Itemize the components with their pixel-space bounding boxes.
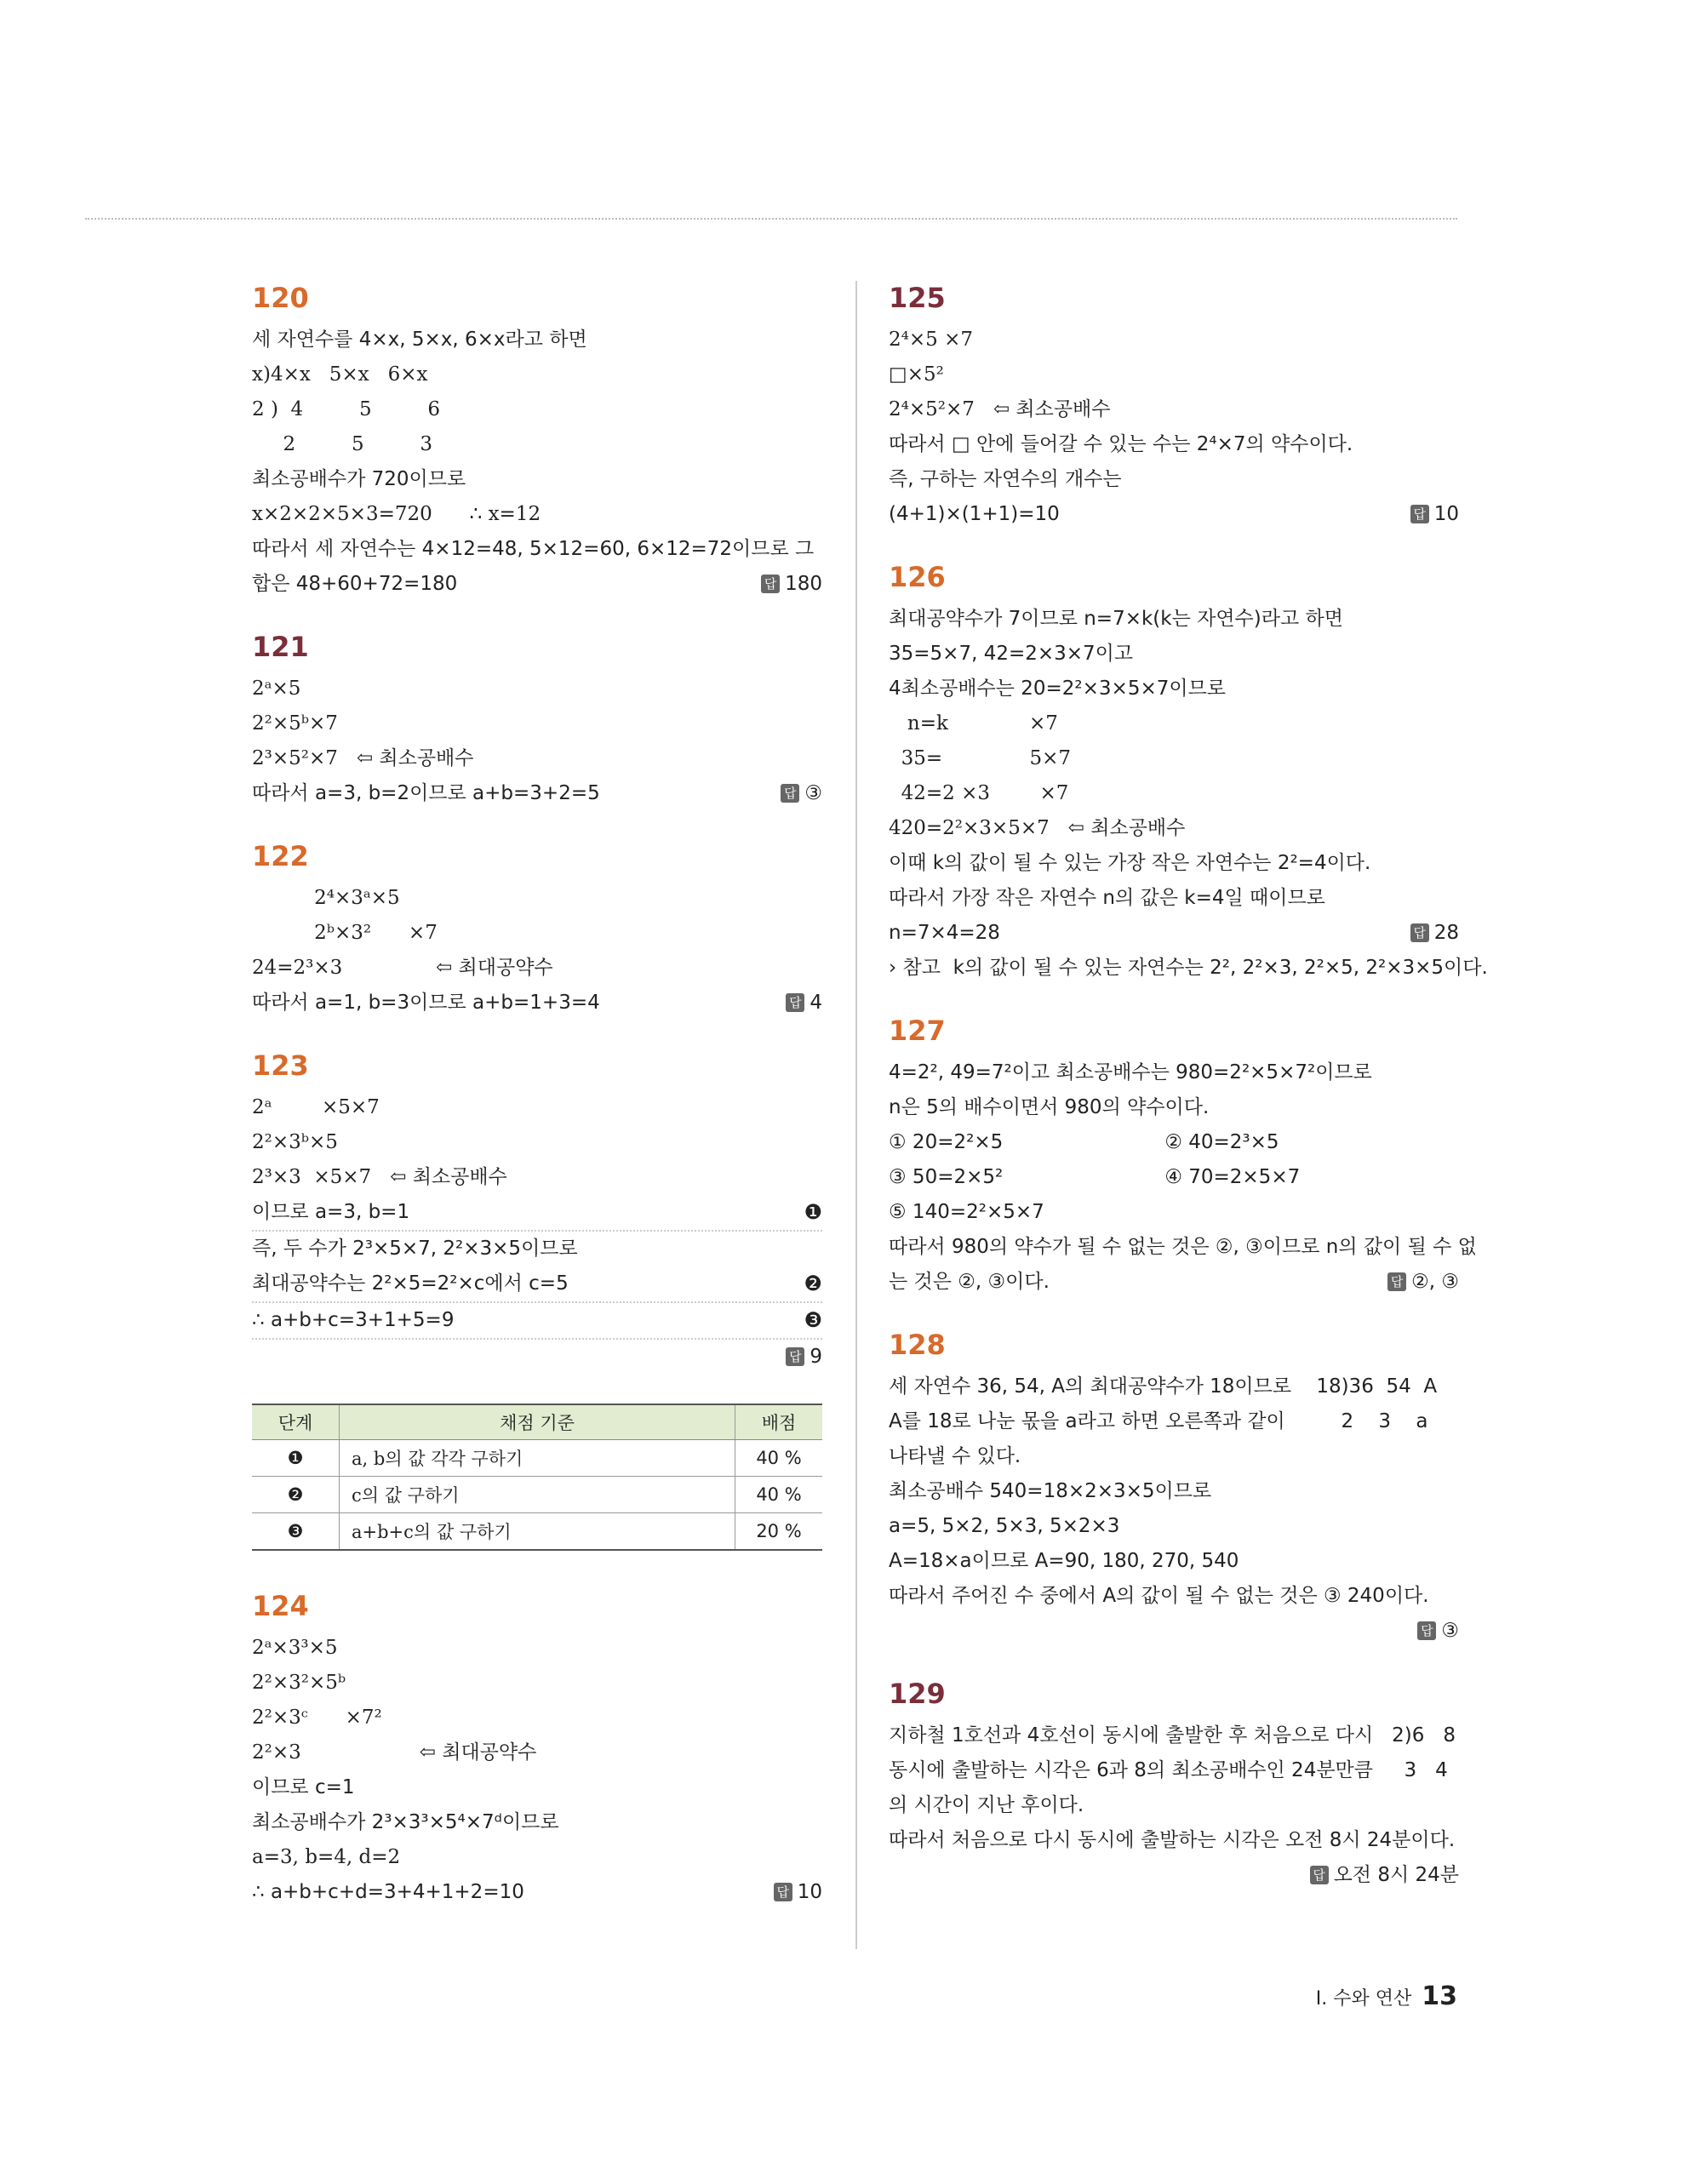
problem-number: 126 (889, 561, 946, 593)
line-text: 이때 k의 값이 될 수 있는 가장 작은 자연수는 2²=4이다. (889, 852, 1371, 874)
problem-number: 122 (252, 840, 309, 872)
line-text: 최대공약수는 2²×5=2²×c에서 c=5 (252, 1272, 569, 1295)
table-header: 배점 (735, 1404, 823, 1440)
answer (1417, 1614, 1459, 1649)
solution-line (889, 916, 1459, 951)
solution-line (889, 1090, 1459, 1125)
solution-line (889, 462, 1459, 497)
answer-badge: 답 (1387, 1272, 1406, 1291)
line-text: 2²×3ᶜ ×7² (252, 1707, 382, 1729)
solution-line (252, 1875, 822, 1910)
solution-line (889, 1160, 1459, 1195)
solution-line (889, 602, 1459, 637)
solution-line (252, 741, 822, 776)
solution-line (889, 1055, 1459, 1090)
line-text: 지하철 1호선과 4호선이 동시에 출발한 후 처음으로 다시 2)6 8 (889, 1724, 1456, 1747)
line-text: □×5² (889, 363, 944, 386)
line-text: 이므로 c=1 (252, 1776, 355, 1798)
answer-value: ③ (1441, 1620, 1459, 1642)
problem-number: 129 (889, 1678, 946, 1710)
line-text: 최대공약수가 7이므로 n=7×k(k는 자연수)라고 하면 (889, 608, 1343, 630)
line-text: 따라서 □ 안에 들어갈 수 있는 수는 2⁴×7의 약수이다. (889, 433, 1353, 455)
line-text: 합은 48+60+72=180 (252, 573, 458, 595)
problem-121 (252, 631, 822, 811)
line-text: 나타낼 수 있다. (889, 1445, 1021, 1467)
line-text: 35= 5×7 (889, 747, 1072, 769)
table-row (252, 1513, 822, 1551)
solution-line (889, 637, 1459, 672)
line-text: 즉, 구하는 자연수의 개수는 (889, 468, 1122, 490)
line-text: ① 20=2²×5 ② 40=2³×5 (889, 1131, 1279, 1153)
solution-line (252, 1735, 822, 1770)
left-problems-2 (252, 1590, 822, 1910)
solution-line (889, 1369, 1459, 1404)
table-cell: a, b의 값 각각 구하기 (340, 1440, 735, 1477)
answer-badge: 답 (774, 1883, 792, 1901)
line-text: 2²×5ᵇ×7 (252, 712, 338, 735)
line-text: 따라서 주어진 수 중에서 A의 값이 될 수 없는 것은 ③ 240이다. (889, 1585, 1429, 1607)
page-footer (1316, 1981, 1457, 2011)
line-text: 세 자연수를 4×x, 5×x, 6×x라고 하면 (252, 329, 587, 351)
solution-line (889, 1265, 1459, 1300)
line-text: 즉, 두 수가 2³×5×7, 2²×3×5이므로 (252, 1238, 578, 1260)
table-cell: 40 % (735, 1440, 823, 1477)
problem-number: 121 (252, 631, 309, 663)
answer-value: ②, ③ (1411, 1271, 1459, 1293)
answer (761, 567, 822, 602)
table-cell: ❷ (252, 1477, 340, 1513)
right-column (889, 277, 1488, 1922)
answer-badge: 답 (1310, 1866, 1329, 1884)
solution-line (889, 1614, 1459, 1649)
solution-line (252, 881, 822, 916)
line-text: 2⁴×5²×7 ⇦ 최소공배수 (889, 398, 1111, 420)
solution-line (252, 357, 822, 392)
table-header: 단계 (252, 1404, 340, 1440)
answer-badge: 답 (786, 993, 804, 1012)
solution-line (252, 532, 822, 567)
answer-value: 28 (1433, 922, 1459, 944)
solution-line (252, 392, 822, 427)
problem-129 (889, 1678, 1459, 1893)
table-cell: ❶ (252, 1440, 340, 1477)
problem-126 (889, 561, 1488, 986)
line-text: n은 5의 배수이면서 980의 약수이다. (889, 1096, 1210, 1118)
table-cell: 20 % (735, 1513, 823, 1551)
solution-line (252, 1125, 822, 1160)
solution-line (889, 497, 1459, 532)
line-text: 2ᵃ×3³×5 (252, 1637, 338, 1659)
solution-line (252, 1666, 822, 1701)
answer (1310, 1858, 1459, 1893)
answer-badge: 답 (761, 575, 780, 593)
solution-line (889, 323, 1459, 357)
line-text: A를 18로 나눈 몫을 a라고 하면 오른쪽과 같이 2 3 a (889, 1410, 1428, 1432)
line-text: n=k ×7 (889, 712, 1058, 735)
page-number: 13 (1422, 1981, 1457, 2011)
answer-badge: 답 (786, 1347, 804, 1366)
solution-line (889, 951, 1488, 986)
solution-line (889, 811, 1459, 846)
line-text: 2 5 3 (252, 433, 433, 455)
line-text: 의 시간이 지난 후이다. (889, 1794, 1084, 1816)
answer (786, 986, 822, 1021)
table-row (252, 1440, 822, 1477)
solution-line (252, 986, 822, 1021)
solution-line (252, 497, 822, 532)
problem-number: 127 (889, 1015, 946, 1047)
problem-number: 125 (889, 282, 946, 314)
problem-number: 120 (252, 282, 309, 314)
line-text: 최소공배수가 720이므로 (252, 468, 466, 490)
line-text: 는 것은 ②, ③이다. (889, 1271, 1050, 1293)
table-cell: a+b+c의 값 구하기 (340, 1513, 735, 1551)
solution-line (889, 1718, 1459, 1753)
answer (786, 1340, 822, 1375)
column-divider (855, 281, 857, 1949)
line-text: 최소공배수가 2³×3³×5⁴×7ᵈ이므로 (252, 1811, 559, 1833)
line-text: x×2×2×5×3=720 ∴ x=12 (252, 503, 541, 525)
line-text: 24=2³×3 ⇦ 최대공약수 (252, 957, 553, 979)
line-text: 35=5×7, 42=2×3×7이고 (889, 643, 1134, 665)
scoring-table (252, 1404, 822, 1551)
solution-line (252, 776, 822, 811)
line-text: 2³×3 ×5×7 ⇦ 최소공배수 (252, 1166, 507, 1188)
step-marker: ❶ (804, 1200, 822, 1224)
problem-128 (889, 1329, 1459, 1649)
line-text: 42=2 ×3 ×7 (889, 782, 1069, 804)
solution-line (889, 1125, 1459, 1160)
solution-line (889, 741, 1459, 776)
table-cell: c의 값 구하기 (340, 1477, 735, 1513)
answer-value: 180 (785, 573, 822, 595)
left-problems (252, 282, 822, 1375)
line-text: 2⁴×3ᵃ×5 (252, 887, 400, 909)
solution-line (252, 706, 822, 741)
line-text: 따라서 처음으로 다시 동시에 출발하는 시각은 오전 8시 24분이다. (889, 1829, 1456, 1851)
solution-line (252, 1340, 822, 1375)
line-text: 따라서 a=1, b=3이므로 a+b=1+3=4 (252, 992, 600, 1014)
solution-line (252, 1770, 822, 1805)
line-text: 따라서 a=3, b=2이므로 a+b=3+2=5 (252, 782, 600, 804)
line-text: ∴ a+b+c+d=3+4+1+2=10 (252, 1881, 524, 1903)
solution-line (889, 1823, 1459, 1858)
line-text: 따라서 980의 약수가 될 수 없는 것은 ②, ③이므로 n의 값이 될 수 없 (889, 1236, 1477, 1258)
step-marker: ❷ (804, 1272, 822, 1295)
top-divider (85, 218, 1457, 220)
line-text: ∴ a+b+c=3+1+5=9 (252, 1309, 455, 1331)
solution-line (252, 916, 822, 951)
solution-line (889, 427, 1459, 462)
line-text: 2 ) 4 5 6 (252, 398, 441, 420)
solution-line (889, 1753, 1459, 1788)
line-text: 420=2²×3×5×7 ⇦ 최소공배수 (889, 817, 1186, 839)
solution-line (889, 1544, 1459, 1579)
answer (774, 1875, 822, 1910)
answer-value: 10 (1433, 503, 1459, 525)
problem-number: 124 (252, 1590, 309, 1622)
line-text: 2ᵃ ×5×7 (252, 1096, 380, 1118)
solution-line (252, 672, 822, 706)
solution-line (252, 427, 822, 462)
solution-line (889, 776, 1459, 811)
solution-line (252, 1232, 822, 1266)
table-header: 채점 기준 (340, 1404, 735, 1440)
problem-127 (889, 1015, 1477, 1300)
line-text: a=5, 5×2, 5×3, 5×2×3 (889, 1515, 1120, 1537)
line-text: 2ᵇ×3² ×7 (252, 922, 438, 944)
line-text: 이므로 a=3, b=1 (252, 1201, 410, 1223)
line-text: 4최소공배수는 20=2²×3×5×7이므로 (889, 677, 1227, 700)
line-text: n=7×4=28 (889, 922, 1000, 944)
solution-line (889, 1788, 1459, 1823)
line-text: 따라서 가장 작은 자연수 n의 값은 k=4일 때이므로 (889, 887, 1325, 909)
solution-line (252, 1090, 822, 1125)
line-text: 최소공배수 540=18×2×3×5이므로 (889, 1480, 1212, 1502)
line-text: A=18×a이므로 A=90, 180, 270, 540 (889, 1550, 1239, 1572)
line-text: 2⁴×5 ×7 (889, 329, 973, 351)
answer-badge: 답 (1417, 1621, 1436, 1640)
answer-value: 10 (797, 1881, 822, 1903)
solution-line (252, 1160, 822, 1195)
problem-number: 128 (889, 1329, 946, 1361)
table-cell: ❸ (252, 1513, 340, 1551)
answer (1410, 916, 1459, 951)
problem-125 (889, 282, 1459, 532)
answer-value: 오전 8시 24분 (1333, 1864, 1459, 1886)
solution-line (252, 1195, 822, 1232)
answer (1410, 497, 1459, 532)
solution-line (252, 567, 822, 602)
answer-value: 9 (810, 1346, 822, 1368)
problem-122 (252, 840, 822, 1021)
solution-line (252, 1701, 822, 1735)
line-text: 2²×3 ⇦ 최대공약수 (252, 1741, 537, 1764)
table-row (252, 1477, 822, 1513)
line-text: ⑤ 140=2²×5×7 (889, 1201, 1044, 1223)
line-text: 2³×5²×7 ⇦ 최소공배수 (252, 747, 474, 769)
solution-line (252, 1303, 822, 1340)
answer-badge: 답 (781, 784, 799, 803)
line-text: 2²×3ᵇ×5 (252, 1131, 338, 1153)
solution-line (889, 1230, 1477, 1265)
line-text: 2ᵃ×5 (252, 677, 301, 700)
solution-line (252, 1266, 822, 1303)
answer (1387, 1265, 1459, 1300)
line-text: 동시에 출발하는 시각은 6과 8의 최소공배수인 24분만큼 3 4 (889, 1759, 1448, 1781)
solution-line (252, 1840, 822, 1875)
line-text: 4=2², 49=7²이고 최소공배수는 980=2²×5×7²이므로 (889, 1061, 1372, 1083)
chapter-label: I. 수와 연산 (1315, 1988, 1412, 2010)
solution-line (252, 1631, 822, 1666)
solution-line (889, 706, 1459, 741)
solution-line (889, 357, 1459, 392)
line-text: 세 자연수 36, 54, A의 최대공약수가 18이므로 18)36 54 A (889, 1375, 1438, 1398)
answer-badge: 답 (1410, 505, 1429, 523)
solution-line (889, 1439, 1459, 1474)
answer-value: ③ (804, 782, 822, 804)
answer-badge: 답 (1410, 923, 1429, 942)
line-text: a=3, b=4, d=2 (252, 1846, 401, 1868)
solution-line (889, 1195, 1459, 1230)
problem-120 (252, 282, 822, 602)
solution-line (889, 1579, 1459, 1614)
solution-line (252, 1805, 822, 1840)
line-text: (4+1)×(1+1)=10 (889, 503, 1060, 525)
solution-line (889, 1404, 1459, 1439)
step-marker: ❸ (804, 1308, 822, 1332)
solution-line (889, 846, 1459, 881)
line-text: › 참고 k의 값이 될 수 있는 자연수는 2², 2²×3, 2²×5, 2²×3×5이다. (889, 957, 1488, 979)
solution-line (252, 951, 822, 986)
solution-line (252, 462, 822, 497)
table-cell: 40 % (735, 1477, 823, 1513)
problem-123 (252, 1049, 822, 1375)
answer-value: 4 (810, 992, 822, 1014)
problem-number: 123 (252, 1049, 309, 1082)
solution-line (889, 1509, 1459, 1544)
solution-line (252, 323, 822, 357)
right-problems (889, 282, 1488, 1893)
line-text: x)4×x 5×x 6×x (252, 363, 428, 386)
line-text: ③ 50=2×5² ④ 70=2×5×7 (889, 1166, 1301, 1188)
solution-line (889, 1474, 1459, 1509)
left-column (252, 277, 822, 1939)
solution-line (889, 1858, 1459, 1893)
solution-line (889, 672, 1459, 706)
line-text: 따라서 세 자연수는 4×12=48, 5×12=60, 6×12=72이므로 그 (252, 538, 815, 560)
answer (781, 776, 822, 811)
problem-124 (252, 1590, 822, 1910)
line-text: 2²×3²×5ᵇ (252, 1672, 346, 1694)
solution-line (889, 392, 1459, 427)
solution-line (889, 881, 1459, 916)
